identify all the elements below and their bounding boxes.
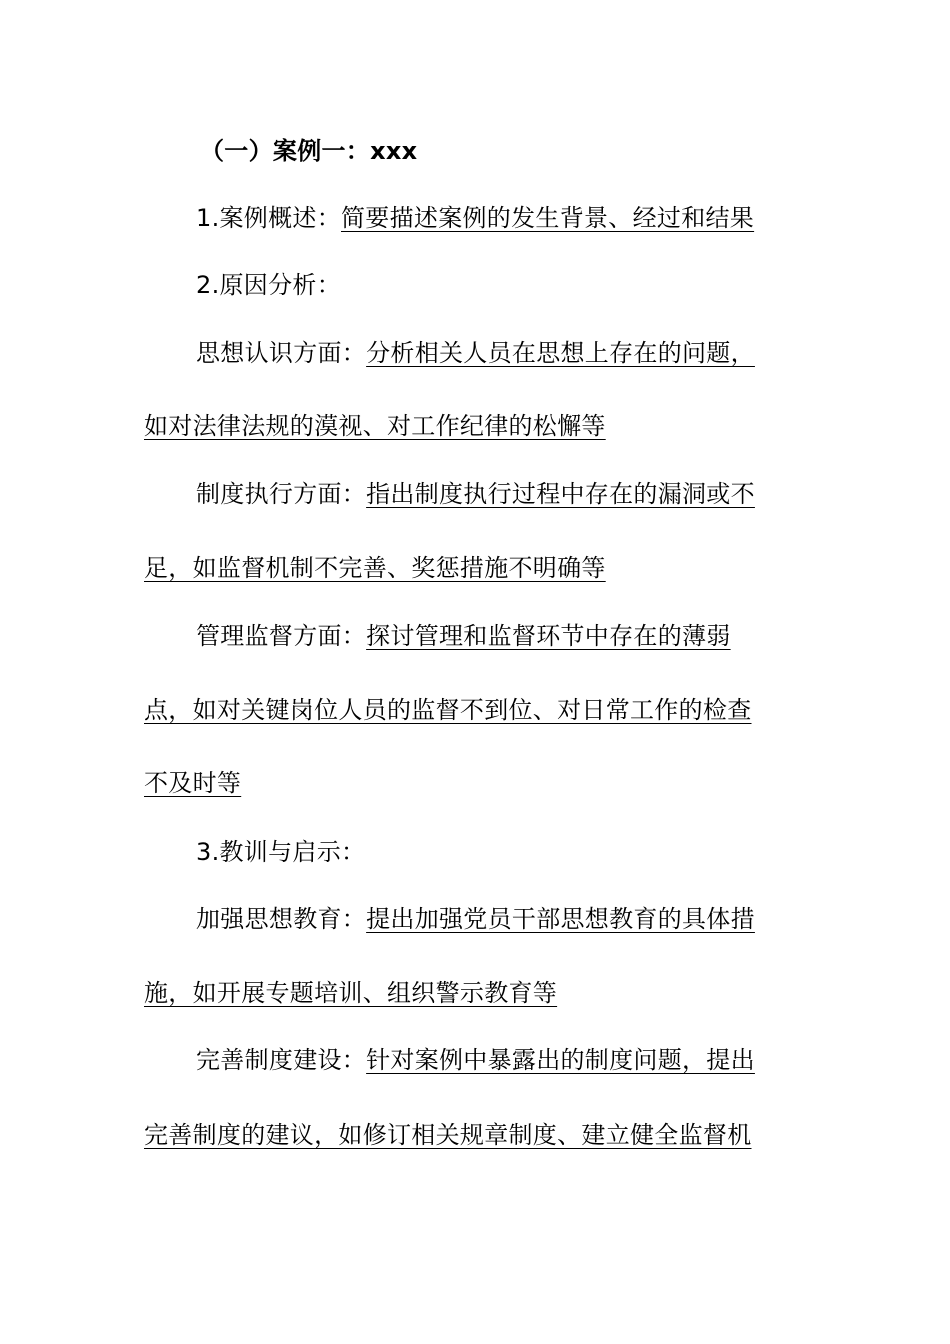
management-line-3 [144, 768, 241, 798]
system-building-text-2: 完善制度的建议，如修订相关规章制度、建立健全监督机 [144, 1121, 752, 1149]
management-text-2: 点，如对关键岗位人员的监督不到位、对日常工作的检查 [144, 696, 752, 724]
management-text-3: 不及时等 [144, 769, 242, 797]
management-line-2 [144, 695, 752, 725]
overview-text: 简要描述案例的发生背景、经过和结果 [341, 204, 755, 232]
ideology-text-2: 如对法律法规的漠视、对工作纪律的松懈等 [144, 412, 606, 440]
section-heading: （一）案例一：xxx [200, 137, 418, 165]
system-execution-line-1 [196, 479, 755, 509]
ideology-label: 思想认识方面： [196, 339, 367, 367]
ideology-paragraph-line-2 [144, 411, 606, 441]
ideology-text-1: 分析相关人员在思想上存在的问题， [366, 339, 755, 367]
system-execution-text-2: 足，如监督机制不完善、奖惩措施不明确等 [144, 554, 606, 582]
overview-label: 1.案例概述： [196, 204, 341, 232]
system-execution-text-1: 指出制度执行过程中存在的漏洞或不 [366, 480, 755, 508]
management-text-1: 探讨管理和监督环节中存在的薄弱 [366, 622, 731, 650]
system-execution-label: 制度执行方面： [196, 480, 367, 508]
management-label: 管理监督方面： [196, 622, 367, 650]
overview-paragraph [196, 203, 754, 233]
education-text-1: 提出加强党员干部思想教育的具体措 [366, 905, 755, 933]
management-line-1 [196, 621, 731, 651]
system-execution-line-2 [144, 553, 606, 583]
education-text-2: 施，如开展专题培训、组织警示教育等 [144, 979, 558, 1007]
ideology-paragraph-line-1 [196, 338, 755, 368]
system-building-line-2 [144, 1120, 752, 1150]
cause-analysis-heading: 2.原因分析： [196, 271, 341, 299]
system-building-label: 完善制度建设： [196, 1046, 367, 1074]
education-label: 加强思想教育： [196, 905, 367, 933]
education-line-1 [196, 904, 755, 934]
system-building-line-1 [196, 1045, 755, 1075]
education-line-2 [144, 978, 557, 1008]
lessons-heading: 3.教训与启示： [196, 838, 366, 866]
system-building-text-1: 针对案例中暴露出的制度问题，提出 [366, 1046, 755, 1074]
